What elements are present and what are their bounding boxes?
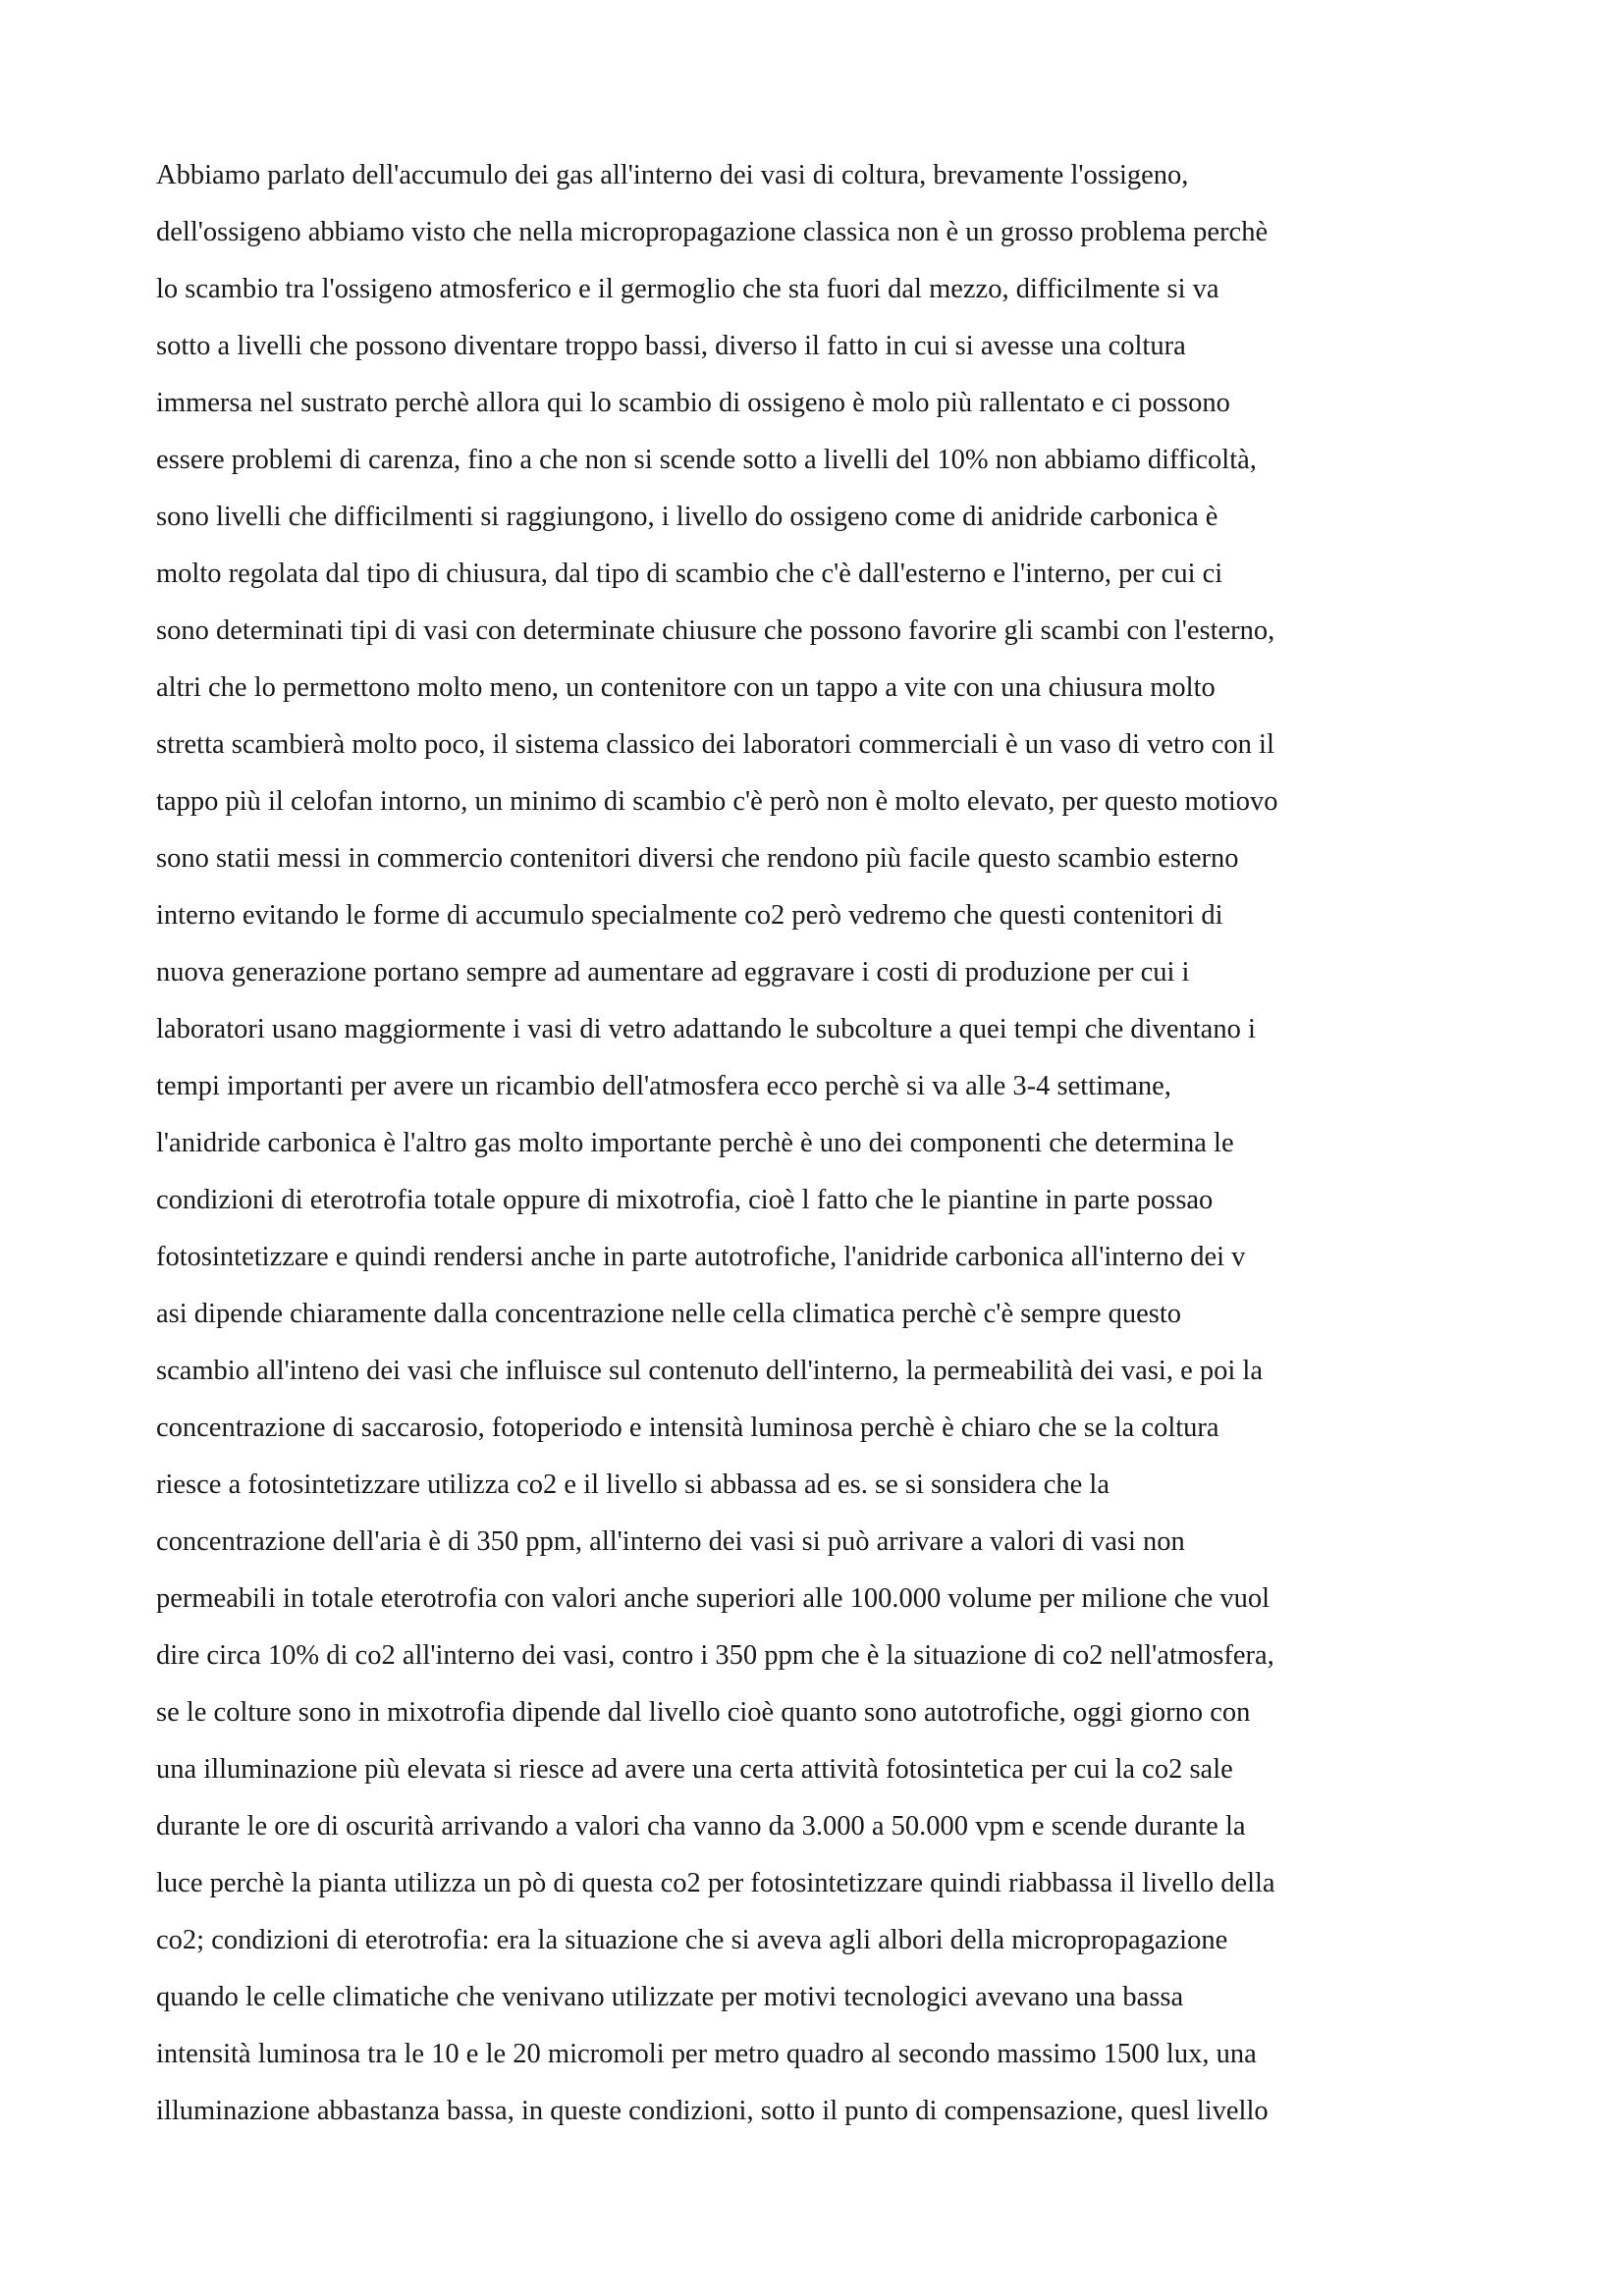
text-line: luce perchè la pianta utilizza un pò di questa co2 per fotosintetizzare quindi riabbassa il livello della [156, 1868, 1275, 1898]
text-line: sotto a livelli che possono diventare troppo bassi, diverso il fatto in cui si avesse una coltura [156, 331, 1186, 361]
text-line: co2; condizioni di eterotrofia: era la situazione che si aveva agli albori della micropropagazione [156, 1925, 1228, 1955]
text-line: condizioni di eterotrofia totale oppure di mixotrofia, cioè l fatto che le piantine in parte possao [156, 1185, 1214, 1215]
text-line: concentrazione di saccarosio, fotoperiodo e intensità luminosa perchè è chiaro che se la coltura [156, 1413, 1219, 1443]
text-line: sono determinati tipi di vasi con determinate chiusure che possono favorire gli scambi con l'esterno, [156, 615, 1275, 646]
text-line: illuminazione abbastanza bassa, in queste condizioni, sotto il punto di compensazione, quesl livello [156, 2096, 1269, 2126]
text-line: altri che lo permettono molto meno, un contenitore con un tappo a vite con una chiusura molto [156, 672, 1216, 703]
text-line: tempi importanti per avere un ricambio dell'atmosfera ecco perchè si va alle 3-4 settimane, [156, 1071, 1171, 1101]
body-text [156, 147, 1491, 2140]
text-line: essere problemi di carenza, fino a che non si scende sotto a livelli del 10% non abbiamo difficoltà, [156, 445, 1257, 475]
text-line: sono livelli che difficilmenti si raggiungono, i livello do ossigeno come di anidride carbonica è [156, 502, 1218, 532]
text-line: concentrazione dell'aria è di 350 ppm, all'interno dei vasi si può arrivare a valori di vasi non [156, 1526, 1185, 1557]
text-line: lo scambio tra l'ossigeno atmosferico e il germoglio che sta fuori dal mezzo, difficilmente si va [156, 274, 1219, 304]
text-line: l'anidride carbonica è l'altro gas molto importante perchè è uno dei componenti che determina le [156, 1128, 1234, 1158]
text-line: quando le celle climatiche che venivano utilizzate per motivi tecnologici avevano una bassa [156, 1982, 1184, 2012]
text-line: scambio all'inteno dei vasi che influisce sul contenuto dell'interno, la permeabilità dei vasi, e poi la [156, 1356, 1263, 1386]
text-line: immersa nel sustrato perchè allora qui lo scambio di ossigeno è molo più rallentato e ci possono [156, 388, 1230, 418]
text-line: laboratori usano maggiormente i vasi di vetro adattando le subcolture a quei tempi che diventano i [156, 1014, 1256, 1044]
text-line: riesce a fotosintetizzare utilizza co2 e il livello si abbassa ad es. se si sonsidera che la [156, 1469, 1110, 1500]
text-line: dire circa 10% di co2 all'interno dei vasi, contro i 350 ppm che è la situazione di co2 nell'atmosfera, [156, 1640, 1274, 1671]
text-line: permeabili in totale eterotrofia con valori anche superiori alle 100.000 volume per milione che vuol [156, 1583, 1271, 1614]
text-line: Abbiamo parlato dell'accumulo dei gas all'interno dei vasi di coltura, brevamente l'ossigeno, [156, 160, 1189, 190]
text-line: dell'ossigeno abbiamo visto che nella micropropagazione classica non è un grosso problema perchè [156, 217, 1269, 247]
text-line: sono statii messi in commercio contenitori diversi che rendono più facile questo scambio esterno [156, 843, 1239, 874]
text-line: una illuminazione più elevata si riesce ad avere una certa attività fotosintetica per cui la co2 sale [156, 1754, 1233, 1785]
text-line: asi dipende chiaramente dalla concentrazione nelle cella climatica perchè c'è sempre questo [156, 1299, 1182, 1329]
text-line: molto regolata dal tipo di chiusura, dal tipo di scambio che c'è dall'esterno e l'interno, per cui ci [156, 559, 1223, 589]
text-line: fotosintetizzare e quindi rendersi anche in parte autotrofiche, l'anidride carbonica all'interno dei v [156, 1242, 1246, 1272]
text-line: nuova generazione portano sempre ad aumentare ad eggravare i costi di produzione per cui i [156, 957, 1190, 988]
text-line: interno evitando le forme di accumulo specialmente co2 però vedremo che questi contenitori di [156, 900, 1223, 931]
text-line: durante le ore di oscurità arrivando a valori cha vanno da 3.000 a 50.000 vpm e scende durante la [156, 1811, 1246, 1842]
text-line: intensità luminosa tra le 10 e le 20 micromoli per metro quadro al secondo massimo 1500 lux, una [156, 2039, 1257, 2069]
text-line: stretta scambierà molto poco, il sistema classico dei laboratori commerciali è un vaso di vetro con il [156, 729, 1274, 760]
text-line: tappo più il celofan intorno, un minimo di scambio c'è però non è molto elevato, per questo motiovo [156, 786, 1278, 817]
text-line: se le colture sono in mixotrofia dipende dal livello cioè quanto sono autotrofiche, oggi giorno con [156, 1697, 1251, 1728]
